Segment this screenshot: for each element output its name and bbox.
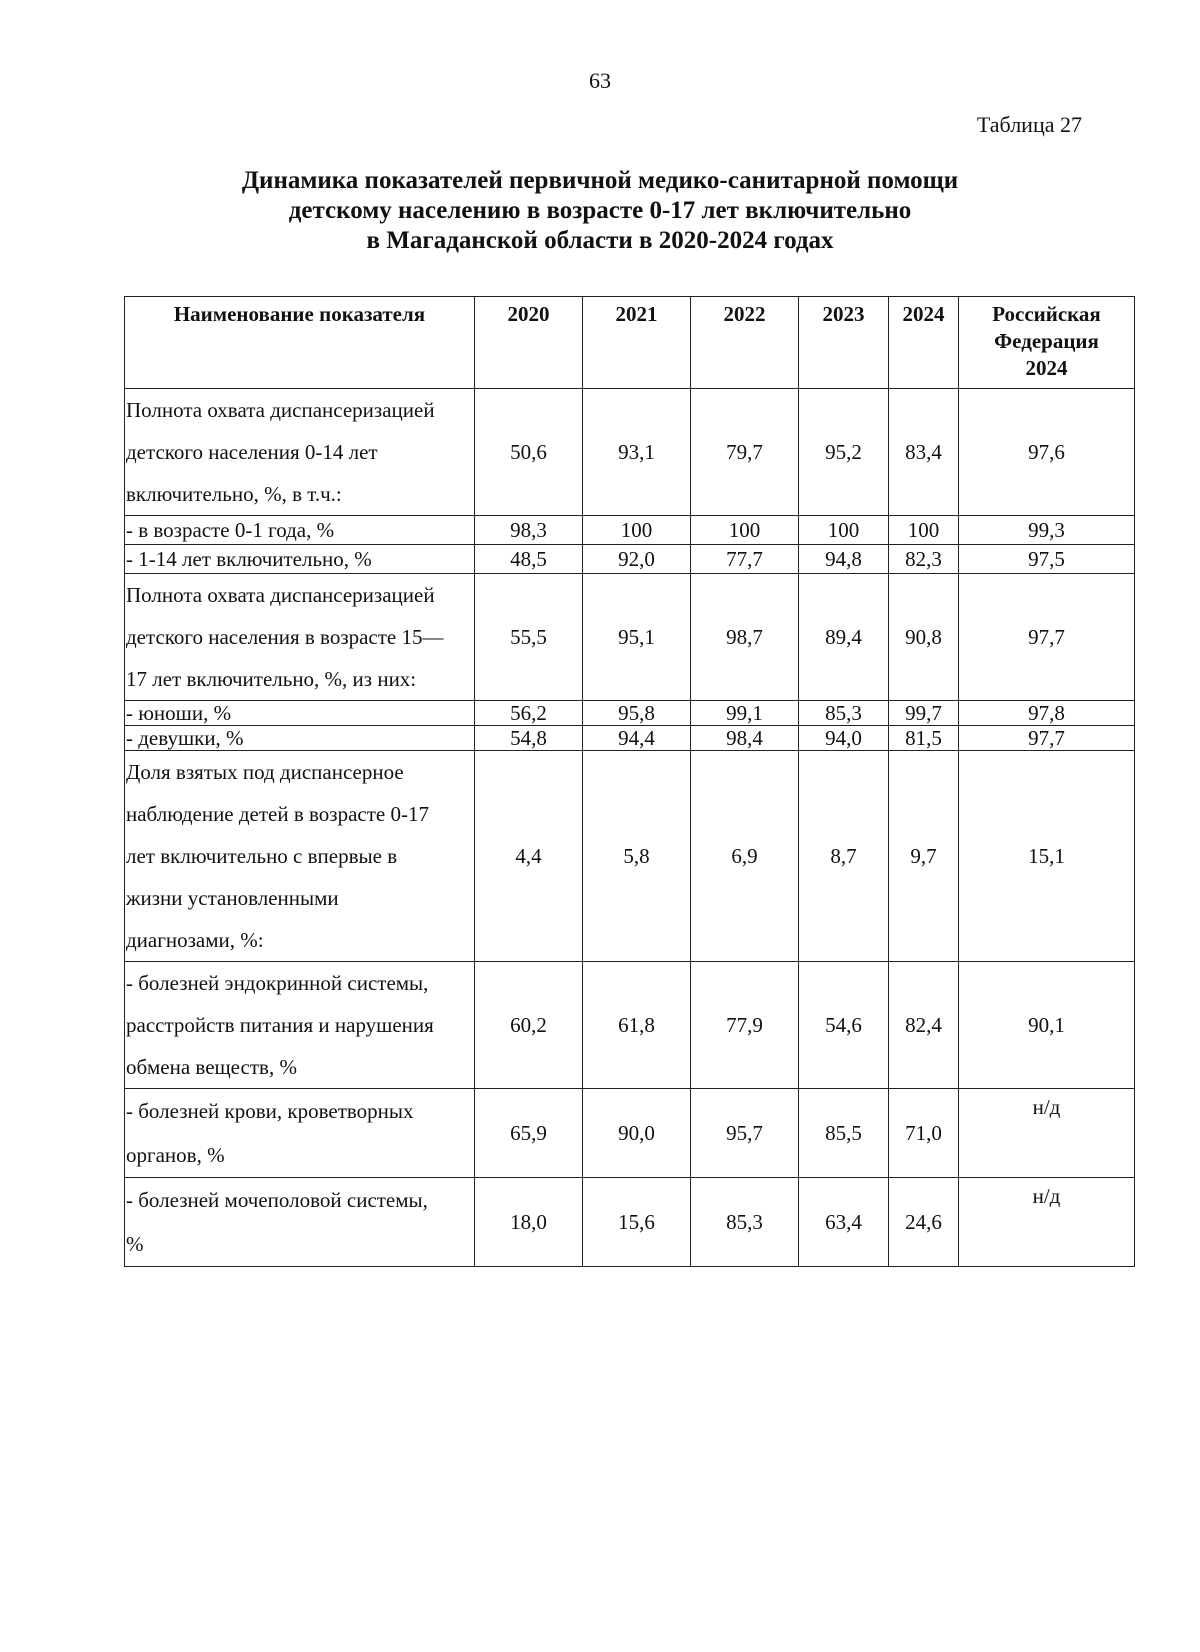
table-label: Таблица 27 [976, 112, 1082, 137]
value-2021: 15,6 [583, 1178, 691, 1267]
value-2023: 95,2 [799, 389, 889, 516]
header-year-2024: 2024 [889, 297, 959, 389]
indicator-name [125, 962, 475, 1089]
value-2023: 63,4 [799, 1178, 889, 1267]
indicator-name-line: лет включительно с впервые в [126, 844, 398, 868]
indicator-name-line: детского населения в возрасте 15— [126, 625, 444, 649]
header-indicator-name: Наименование показателя [125, 297, 475, 389]
indicator-name [125, 516, 475, 545]
value-2023: 94,0 [799, 726, 889, 751]
value-2023: 100 [799, 516, 889, 545]
value-2022: 98,7 [691, 574, 799, 701]
indicator-name-line: органов, % [126, 1143, 225, 1167]
indicator-name [125, 1089, 475, 1178]
value-2020: 98,3 [475, 516, 583, 545]
indicator-name-line: - в возрасте 0-1 года, % [126, 518, 335, 542]
value-2021: 93,1 [583, 389, 691, 516]
indicator-name [125, 751, 475, 962]
value-2024: 83,4 [889, 389, 959, 516]
value-2024: 99,7 [889, 701, 959, 726]
indicator-name-line: обмена веществ, % [126, 1055, 297, 1079]
value-rf-2024: н/д [959, 1178, 1135, 1267]
header-year-2021: 2021 [583, 297, 691, 389]
table-row [125, 545, 1135, 574]
value-2020: 50,6 [475, 389, 583, 516]
indicators-table [124, 296, 1135, 1267]
document-title [0, 166, 1200, 256]
header-year-2022: 2022 [691, 297, 799, 389]
title-line: Динамика показателей первичной медико-санитарной помощи [241, 167, 959, 194]
value-2020: 48,5 [475, 545, 583, 574]
value-2022: 99,1 [691, 701, 799, 726]
table-row [125, 574, 1135, 701]
indicator-name-line: жизни установленными [126, 886, 339, 910]
table-row [125, 962, 1135, 1089]
value-rf-2024: 97,6 [959, 389, 1135, 516]
value-2022: 100 [691, 516, 799, 545]
value-2023: 85,5 [799, 1089, 889, 1178]
value-2022: 98,4 [691, 726, 799, 751]
value-2023: 8,7 [799, 751, 889, 962]
value-2020: 4,4 [475, 751, 583, 962]
table-row [125, 1178, 1135, 1267]
header-rf-line: 2024 [1025, 356, 1068, 380]
header-year-2023: 2023 [799, 297, 889, 389]
value-2023: 54,6 [799, 962, 889, 1089]
header-rf-line: Российская [992, 302, 1101, 326]
value-2023: 89,4 [799, 574, 889, 701]
page-number: 63 [589, 68, 611, 93]
value-2024: 71,0 [889, 1089, 959, 1178]
value-2020: 60,2 [475, 962, 583, 1089]
table-row [125, 1089, 1135, 1178]
value-2022: 85,3 [691, 1178, 799, 1267]
header-rf-line: Федерация [994, 329, 1099, 353]
indicator-name-line: наблюдение детей в возрасте 0-17 [126, 802, 429, 826]
indicator-name-line: расстройств питания и нарушения [126, 1013, 434, 1037]
value-2022: 77,9 [691, 962, 799, 1089]
value-rf-2024: 97,8 [959, 701, 1135, 726]
header-russian-federation [959, 297, 1135, 389]
indicator-name [125, 574, 475, 701]
value-2024: 81,5 [889, 726, 959, 751]
table-row [125, 389, 1135, 516]
indicator-name-line: - девушки, % [126, 726, 244, 750]
value-rf-2024: 15,1 [959, 751, 1135, 962]
indicator-name-line: % [126, 1232, 144, 1256]
table-row [125, 701, 1135, 726]
value-rf-2024: 90,1 [959, 962, 1135, 1089]
indicator-name [125, 389, 475, 516]
value-2023: 94,8 [799, 545, 889, 574]
indicator-name-line: - юноши, % [126, 701, 232, 725]
value-2020: 18,0 [475, 1178, 583, 1267]
table-row [125, 726, 1135, 751]
value-2024: 100 [889, 516, 959, 545]
value-2020: 55,5 [475, 574, 583, 701]
value-2023: 85,3 [799, 701, 889, 726]
value-2021: 5,8 [583, 751, 691, 962]
value-2024: 9,7 [889, 751, 959, 962]
indicator-name [125, 701, 475, 726]
indicator-name [125, 1178, 475, 1267]
value-2022: 95,7 [691, 1089, 799, 1178]
indicator-name-line: Доля взятых под диспансерное [126, 760, 404, 784]
value-2021: 61,8 [583, 962, 691, 1089]
table-row [125, 751, 1135, 962]
value-2021: 95,8 [583, 701, 691, 726]
value-2024: 82,3 [889, 545, 959, 574]
value-2024: 24,6 [889, 1178, 959, 1267]
table-row [125, 516, 1135, 545]
value-rf-2024: н/д [959, 1089, 1135, 1178]
value-rf-2024: 97,7 [959, 574, 1135, 701]
title-line: в Магаданской области в 2020-2024 годах [366, 227, 834, 254]
value-2021: 95,1 [583, 574, 691, 701]
indicator-name-line: детского населения 0-14 лет [126, 440, 378, 464]
indicator-name-line: Полнота охвата диспансеризацией [126, 583, 435, 607]
indicator-name-line: - болезней мочеполовой системы, [126, 1188, 428, 1212]
indicator-name [125, 726, 475, 751]
value-2021: 92,0 [583, 545, 691, 574]
value-2020: 56,2 [475, 701, 583, 726]
value-2021: 100 [583, 516, 691, 545]
indicator-name-line: - болезней эндокринной системы, [126, 971, 429, 995]
header-year-2020: 2020 [475, 297, 583, 389]
value-2022: 6,9 [691, 751, 799, 962]
indicator-name-line: - болезней крови, кроветворных [126, 1099, 414, 1123]
value-2024: 82,4 [889, 962, 959, 1089]
value-2020: 54,8 [475, 726, 583, 751]
table-header-row [125, 297, 1135, 389]
indicator-name-line: 17 лет включительно, %, из них: [126, 667, 417, 691]
indicator-name-line: диагнозами, %: [126, 928, 264, 952]
value-2024: 90,8 [889, 574, 959, 701]
title-line: детскому населению в возрасте 0-17 лет включительно [288, 197, 912, 224]
value-2021: 90,0 [583, 1089, 691, 1178]
value-rf-2024: 99,3 [959, 516, 1135, 545]
value-2022: 79,7 [691, 389, 799, 516]
value-2020: 65,9 [475, 1089, 583, 1178]
value-rf-2024: 97,7 [959, 726, 1135, 751]
indicator-name-line: включительно, %, в т.ч.: [126, 482, 342, 506]
value-2021: 94,4 [583, 726, 691, 751]
indicator-name-line: Полнота охвата диспансеризацией [126, 398, 435, 422]
indicator-name [125, 545, 475, 574]
indicator-name-line: - 1-14 лет включительно, % [126, 547, 372, 571]
value-2022: 77,7 [691, 545, 799, 574]
value-rf-2024: 97,5 [959, 545, 1135, 574]
